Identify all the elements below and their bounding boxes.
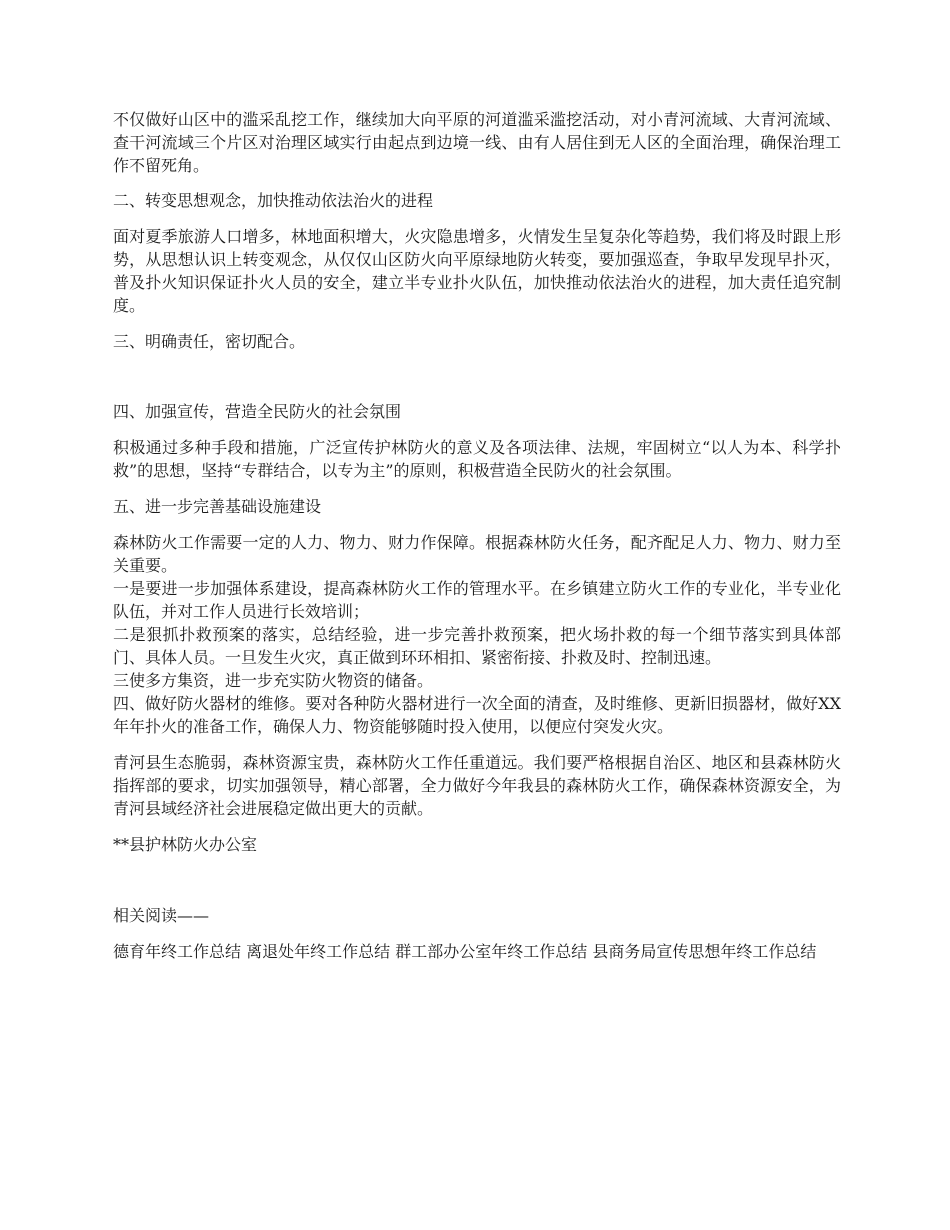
section-5-item-1: 一是要进一步加强体系建设，提高森林防火工作的管理水平。在乡镇建立防火工作的专业化，半专业化队伍，并对工作人员进行长效培训； bbox=[113, 579, 841, 621]
section-heading-4: 四、加强宣传，营造全民防火的社会氛围 bbox=[113, 402, 402, 421]
section-2-paragraph: 面对夏季旅游人口增多，林地面积增大，火灾隐患增多，火情发生呈复杂化等趋势，我们将及时跟上形势，从思想认识上转变观念，从仅仅山区防火向平原绿地防火转变，要加强巡查，争取早发现早扑灭，普及扑火知识保证扑火人员的安全，建立半专业扑火队伍，加快推动依法治火的进程，加大责任追究制度。 bbox=[113, 227, 841, 315]
related-reading-links bbox=[113, 940, 841, 963]
related-reading-title: 相关阅读—— bbox=[113, 906, 210, 925]
closing-paragraph: 青河县生态脆弱，森林资源宝贵，森林防火工作任重道远。我们要严格根据自治区、地区和县森林防火指挥部的要求，切实加强领导，精心部署，全力做好今年我县的森林防火工作，确保森林资源安全，为青河县域经济社会进展稳定做出更大的贡献。 bbox=[113, 753, 841, 818]
document-body bbox=[113, 108, 841, 963]
section-heading-3: 三、明确责任，密切配合。 bbox=[113, 332, 306, 351]
section-heading-5: 五、进一步完善基础设施建设 bbox=[113, 497, 322, 516]
section-5-item-3: 三使多方集资，进一步充实防火物资的储备。 bbox=[113, 671, 434, 690]
section-4-paragraph: 积极通过多种手段和措施，广泛宣传护林防火的意义及各项法律、法规，牢固树立“以人为本、科学扑救”的思想，坚持“专群结合，以专为主”的原则，积极营造全民防火的社会氛围。 bbox=[113, 438, 841, 480]
related-link[interactable]: 县商务局宣传思想年终工作总结 bbox=[592, 942, 817, 961]
section-5-intro: 森林防火工作需要一定的人力、物力、财力作保障。根据森林防火任务，配齐配足人力、物力、财力至关重要。 bbox=[113, 533, 841, 575]
related-link[interactable]: 群工部办公室年终工作总结 bbox=[395, 942, 588, 961]
related-link[interactable]: 德育年终工作总结 bbox=[113, 942, 242, 961]
section-5-item-4: 四、做好防火器材的维修。要对各种防火器材进行一次全面的清查，及时维修、更新旧损器材，做好XX年年扑火的准备工作，确保人力、物资能够随时投入使用，以便应付突发火灾。 bbox=[113, 694, 841, 736]
signature: **县护林防火办公室 bbox=[113, 835, 258, 854]
section-5-item-2: 二是狠抓扑救预案的落实，总结经验，进一步完善扑救预案，把火场扑救的每一个细节落实到具体部门、具体人员。一旦发生火灾，真正做到环环相扣、紧密衔接、扑救及时、控制迅速。 bbox=[113, 625, 841, 667]
section-heading-2: 二、转变思想观念，加快推动依法治火的进程 bbox=[113, 191, 434, 210]
related-link[interactable]: 离退处年终工作总结 bbox=[246, 942, 391, 961]
section-5-block bbox=[113, 531, 841, 738]
intro-paragraph: 不仅做好山区中的滥采乱挖工作，继续加大向平原的河道滥采滥挖活动，对小青河流域、大青河流域、查干河流域三个片区对治理区域实行由起点到边境一线、由有人居住到无人区的全面治理，确保治理工作不留死角。 bbox=[113, 110, 841, 175]
